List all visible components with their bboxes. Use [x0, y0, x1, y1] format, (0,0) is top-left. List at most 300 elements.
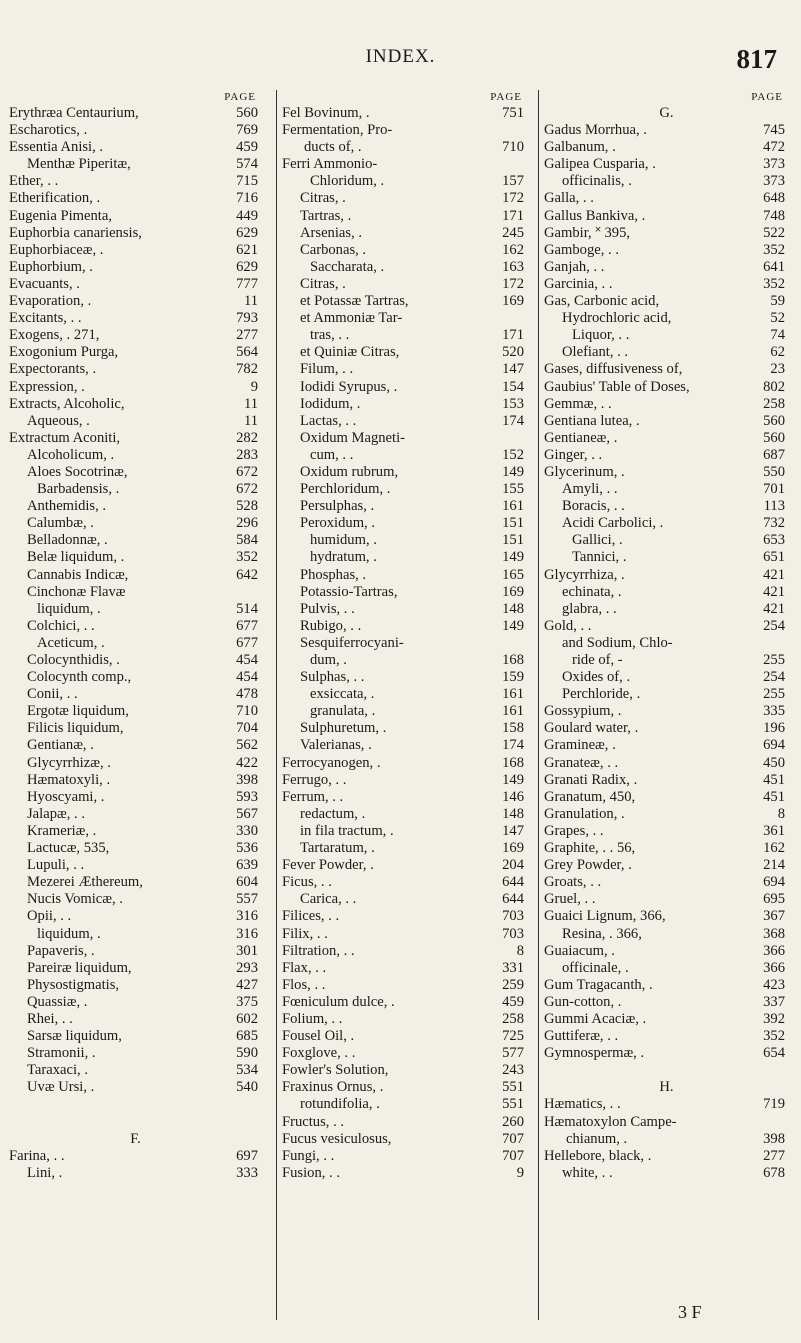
entry-page-number: 644 [502, 891, 524, 908]
entry-term: Glycyrrhizæ, . [27, 754, 111, 771]
entry-term: Extractum Aconiti, [9, 429, 121, 446]
entry-term: et Potassæ Tartras, [300, 293, 409, 310]
index-entry [9, 755, 262, 772]
index-entry [282, 190, 528, 207]
index-entry [9, 806, 262, 823]
entry-page-number: 162 [763, 840, 785, 857]
entry-page-number: 719 [763, 1096, 785, 1113]
index-entry [544, 1011, 789, 1028]
entry-term: Flos, . . [282, 976, 326, 993]
index-entry [544, 396, 789, 413]
entry-term: Galla, . . [544, 190, 594, 207]
index-entry [544, 310, 789, 327]
entry-term: Alcoholicum, . [27, 446, 115, 463]
entry-term: Gymnospermæ, . [544, 1045, 645, 1062]
index-entry [9, 105, 262, 122]
index-entry [9, 276, 262, 293]
index-entry [282, 772, 528, 789]
entry-page-number: 165 [502, 566, 524, 583]
entry-term: Peroxidum, . [300, 515, 375, 532]
index-entry [282, 1079, 528, 1096]
entry-page-number: 551 [502, 1096, 524, 1113]
entry-term: Citras, . [300, 190, 346, 207]
entry-term: Olefiant, . . [562, 344, 629, 361]
index-entry [282, 601, 528, 618]
entry-term: Hæmatics, . . [544, 1096, 621, 1113]
index-entry [9, 293, 262, 310]
entry-term: Fraxinus Ornus, . [282, 1079, 384, 1096]
entry-term: Pulvis, . . [300, 600, 355, 617]
entry-term: Lupuli, . . [27, 857, 85, 874]
index-entry [544, 720, 789, 737]
index-column-3 [538, 90, 789, 1320]
entry-term: Filices, . . [282, 908, 340, 925]
entry-term: Acidi Carbolici, . [562, 515, 664, 532]
index-entry [9, 190, 262, 207]
index-entry [9, 635, 262, 652]
index-entry [544, 772, 789, 789]
index-entry [9, 327, 262, 344]
entry-page-number: 522 [763, 224, 785, 241]
entry-page-number: 536 [236, 840, 258, 857]
entry-page-number: 642 [236, 566, 258, 583]
entry-page-number: 62 [770, 344, 785, 361]
entry-term: Tartras, . [300, 207, 352, 224]
index-entry [544, 1114, 789, 1131]
entry-page-number: 149 [502, 463, 524, 480]
entry-page-number: 316 [236, 925, 258, 942]
entry-page-number: 528 [236, 498, 258, 515]
entry-page-number: 23 [770, 361, 785, 378]
entry-page-number: 59 [770, 293, 785, 310]
entry-term: Gentianæ, . [27, 737, 94, 754]
entry-page-number: 277 [763, 1147, 785, 1164]
entry-page-number: 398 [236, 771, 258, 788]
entry-term: Fowler's Solution, [282, 1062, 389, 1079]
entry-term: Gun-cotton, . [544, 993, 622, 1010]
entry-term: liquidum, . [37, 925, 101, 942]
entry-term: Filix, . . [282, 925, 328, 942]
entry-page-number: 367 [763, 908, 785, 925]
index-entry [282, 686, 528, 703]
entry-term: G. [659, 105, 674, 121]
entry-page-number: 151 [502, 515, 524, 532]
index-entry [9, 173, 262, 190]
index-entry [282, 361, 528, 378]
entry-page-number: 472 [763, 139, 785, 156]
entry-page-number: 629 [236, 224, 258, 241]
entry-page-number: 707 [502, 1147, 524, 1164]
entry-term: Oxides of, . [562, 669, 631, 686]
entry-term: Sulphuretum, . [300, 720, 387, 737]
entry-term: Papaveris, . [27, 942, 95, 959]
entry-page-number: 147 [502, 822, 524, 839]
index-entry [9, 926, 262, 943]
entry-page-number: 158 [502, 720, 524, 737]
index-column-2 [276, 90, 528, 1320]
index-entry [9, 891, 262, 908]
index-entry [9, 430, 262, 447]
index-entry [282, 789, 528, 806]
entry-page-number: 196 [763, 720, 785, 737]
entry-page-number: 672 [236, 481, 258, 498]
entry-term: hydratum, . [310, 549, 377, 566]
entry-term: glabra, . . [562, 600, 617, 617]
entry-term: Uvæ Ursi, . [27, 1079, 95, 1096]
entry-page-number: 707 [502, 1130, 524, 1147]
entry-term: Rubigo, . . [300, 617, 362, 634]
entry-page-number: 254 [763, 617, 785, 634]
entry-page-number: 153 [502, 395, 524, 412]
index-entry [282, 874, 528, 891]
entry-term: Erythræa Centaurium, [9, 105, 139, 121]
entry-term: Ergotæ liquidum, [27, 703, 129, 720]
entry-page-number: 560 [763, 412, 785, 429]
entry-page-number: 793 [236, 310, 258, 327]
entry-term: Rhei, . . [27, 1010, 73, 1027]
index-entry [282, 1062, 528, 1079]
entry-term: Hydrochloric acid, [562, 310, 672, 327]
entry-term: Sarsæ liquidum, [27, 1028, 122, 1045]
entry-term: Fel Bovinum, . [282, 105, 370, 121]
index-entry [282, 293, 528, 310]
entry-term: Stramonii, . [27, 1045, 96, 1062]
entry-page-number: 551 [502, 1079, 524, 1096]
entry-page-number: 148 [502, 600, 524, 617]
index-entry [282, 840, 528, 857]
entry-page-number: 11 [243, 395, 258, 412]
index-entry [9, 618, 262, 635]
entry-term: Calumbæ, . [27, 515, 94, 532]
entry-page-number: 152 [502, 446, 524, 463]
entry-page-number: 352 [763, 241, 785, 258]
entry-page-number: 255 [763, 686, 785, 703]
entry-term: Krameriæ, . [27, 822, 97, 839]
entry-term: Evaporation, . [9, 293, 92, 310]
entry-page-number: 450 [763, 754, 785, 771]
index-entry [9, 601, 262, 618]
index-entry [544, 379, 789, 396]
index-entry [544, 891, 789, 908]
entry-page-number: 148 [502, 805, 524, 822]
entry-page-number: 259 [502, 976, 524, 993]
entry-page-number: 293 [236, 959, 258, 976]
index-entry [282, 1028, 528, 1045]
section-letter [544, 1079, 789, 1096]
entry-term: Fusion, . . [282, 1164, 340, 1181]
entry-term: et Ammoniæ Tar- [300, 310, 403, 327]
index-entry [282, 379, 528, 396]
entry-term: Aqueous, . [27, 412, 90, 429]
index-entry [282, 857, 528, 874]
entry-term: Eugenia Pimenta, [9, 207, 112, 224]
entry-page-number: 301 [236, 942, 258, 959]
index-entry [9, 532, 262, 549]
index-entry [9, 498, 262, 515]
entry-term: Galbanum, . [544, 139, 616, 156]
index-entry [9, 874, 262, 891]
entry-page-number: 283 [236, 446, 258, 463]
entry-term: Etherification, . [9, 190, 101, 207]
index-entry [9, 225, 262, 242]
section-letter [544, 105, 789, 122]
entry-term: Gemmæ, . . [544, 395, 612, 412]
entry-page-number: 335 [763, 703, 785, 720]
entry-page-number: 422 [236, 754, 258, 771]
entry-page-number: 534 [236, 1062, 258, 1079]
entry-term: Ginger, . . [544, 446, 603, 463]
entry-term: Fousel Oil, . [282, 1028, 355, 1045]
entry-term: Fever Powder, . [282, 857, 374, 874]
index-entry [282, 891, 528, 908]
entry-term: Colocynth comp., [27, 669, 132, 686]
index-entry [9, 139, 262, 156]
entry-page-number: 172 [502, 275, 524, 292]
entry-term: Gas, Carbonic acid, [544, 293, 660, 310]
index-entry [9, 379, 262, 396]
entry-page-number: 9 [516, 1164, 524, 1181]
entry-term: Barbadensis, . [37, 481, 120, 498]
entry-page-number: 163 [502, 258, 524, 275]
index-entry [9, 960, 262, 977]
entry-term: Oxidum rubrum, [300, 463, 399, 480]
index-entry [544, 532, 789, 549]
entry-term: in fila tractum, . [300, 822, 394, 839]
entry-page-number: 478 [236, 686, 258, 703]
index-entry [9, 567, 262, 584]
index-entry [282, 1114, 528, 1131]
index-entry [544, 481, 789, 498]
index-entry [282, 908, 528, 925]
index-column-1 [9, 90, 262, 1182]
entry-page-number: 701 [763, 481, 785, 498]
entry-page-number: 602 [236, 1010, 258, 1027]
entry-page-number: 514 [236, 600, 258, 617]
index-entry [544, 960, 789, 977]
entry-page-number: 685 [236, 1028, 258, 1045]
entry-term: Nucis Vomicæ, . [27, 891, 123, 908]
entry-page-number: 584 [236, 532, 258, 549]
index-entry [282, 1096, 528, 1113]
index-entry [544, 464, 789, 481]
entry-term: ride of, - [572, 652, 623, 668]
entry-term: Fructus, . . [282, 1113, 345, 1130]
index-entry [544, 515, 789, 532]
entry-term: Gummi Acaciæ, . [544, 1010, 647, 1027]
entry-page-number: 769 [236, 122, 258, 139]
entry-term: Gambir, ˟ 395, [544, 224, 631, 241]
index-entry [544, 635, 789, 652]
entry-term: Physostigmatis, [27, 976, 120, 993]
entry-page-number: 214 [763, 857, 785, 874]
entry-page-number: 168 [502, 754, 524, 771]
index-entry [282, 669, 528, 686]
entry-page-number: 777 [236, 275, 258, 292]
index-entry [544, 737, 789, 754]
entry-page-number: 11 [243, 293, 258, 310]
entry-term: Hyoscyami, . [27, 788, 105, 805]
section-letter [9, 1131, 262, 1148]
entry-page-number: 454 [236, 652, 258, 668]
entry-term: Exogens, . 271, [9, 327, 100, 344]
entry-term: Gentiana lutea, . [544, 412, 640, 429]
entry-term: Arsenias, . [300, 224, 363, 241]
entry-page-number: 254 [763, 669, 785, 686]
entry-page-number: 8 [516, 942, 524, 959]
entry-page-number: 560 [763, 429, 785, 446]
entry-term: Fermentation, Pro- [282, 122, 393, 139]
index-entry [544, 908, 789, 925]
entry-term: Potassio-Tartras, [300, 583, 398, 600]
index-entry [9, 823, 262, 840]
index-entry [9, 943, 262, 960]
entry-term: Taraxaci, . [27, 1062, 88, 1079]
entry-term: Ficus, . . [282, 874, 332, 891]
index-entry [282, 960, 528, 977]
entry-term: Gallus Bankiva, . [544, 207, 646, 224]
entry-page-number: 337 [763, 993, 785, 1010]
index-entry [544, 601, 789, 618]
entry-page-number: 421 [763, 600, 785, 617]
index-entry [544, 122, 789, 139]
index-entry [282, 327, 528, 344]
entry-term: officinale, . [562, 959, 629, 976]
index-entry [9, 259, 262, 276]
index-entry [9, 1096, 262, 1113]
entry-term: Carica, . . [300, 891, 357, 908]
index-entry [9, 703, 262, 720]
entry-term: Cinchonæ Flavæ [27, 583, 126, 600]
entry-page-number: 710 [502, 139, 524, 156]
entry-term: Ferrugo, . . [282, 771, 347, 788]
entry-term: chianum, . [566, 1130, 628, 1147]
entry-term: Guttiferæ, . . [544, 1028, 619, 1045]
index-entry [544, 840, 789, 857]
entry-term: Anthemidis, . [27, 498, 107, 515]
index-entry [282, 310, 528, 327]
entry-term: Gentianeæ, . [544, 429, 618, 446]
page-column-heading: PAGE [490, 91, 522, 103]
entry-term: ducts of, . [304, 139, 362, 156]
index-entry [544, 1096, 789, 1113]
entry-page-number: 296 [236, 515, 258, 532]
entry-page-number: 562 [236, 737, 258, 754]
entry-page-number: 648 [763, 190, 785, 207]
entry-term: Excitants, . . [9, 310, 82, 327]
entry-page-number: 366 [763, 942, 785, 959]
entry-page-number: 593 [236, 788, 258, 805]
index-entry [282, 498, 528, 515]
entry-term: Opii, . . [27, 908, 72, 925]
entry-term: Oxidum Magneti- [300, 429, 405, 446]
entry-page-number: 258 [502, 1010, 524, 1027]
index-entry [9, 549, 262, 566]
entry-term: Granulation, . [544, 805, 625, 822]
entry-term: Euphorbia canariensis, [9, 224, 142, 241]
entry-page-number: 802 [763, 378, 785, 395]
entry-page-number: 421 [763, 566, 785, 583]
entry-term: Jalapæ, . . [27, 805, 85, 822]
index-entry [544, 190, 789, 207]
index-entry [282, 635, 528, 652]
entry-page-number: 716 [236, 190, 258, 207]
entry-term: Colocynthidis, . [27, 652, 120, 668]
index-entry [544, 703, 789, 720]
page-number: 817 [736, 44, 777, 74]
entry-page-number: 421 [763, 583, 785, 600]
entry-term: Gossypium, . [544, 703, 622, 720]
index-entry [282, 515, 528, 532]
entry-term: Fœniculum dulce, . [282, 993, 395, 1010]
entry-term: Iodidi Syrupus, . [300, 378, 398, 395]
entry-term: Lini, . [27, 1164, 63, 1181]
index-entry [9, 1045, 262, 1062]
entry-page-number: 639 [236, 857, 258, 874]
entry-term: Aloes Socotrinæ, [27, 463, 128, 480]
entry-page-number: 654 [763, 1045, 785, 1062]
index-entry [282, 943, 528, 960]
entry-page-number: 282 [236, 429, 258, 446]
entry-page-number: 751 [502, 105, 524, 121]
entry-term: Mezerei Æthereum, [27, 874, 143, 891]
index-entry [282, 396, 528, 413]
entry-page-number: 678 [763, 1164, 785, 1181]
entry-page-number: 243 [502, 1062, 524, 1079]
entry-term: rotundifolia, . [300, 1096, 380, 1113]
index-entry [282, 567, 528, 584]
entry-page-number: 451 [763, 771, 785, 788]
index-entry [544, 789, 789, 806]
entry-term: Euphorbium, . [9, 258, 93, 275]
entry-term: humidum, . [310, 532, 377, 549]
index-entry [282, 1011, 528, 1028]
entry-page-number: 169 [502, 840, 524, 857]
entry-page-number: 672 [236, 463, 258, 480]
index-entry [544, 1131, 789, 1148]
entry-page-number: 352 [236, 549, 258, 566]
index-entry [282, 1165, 528, 1182]
entry-term: Gallici, . [572, 532, 623, 549]
entry-page-number: 74 [770, 327, 785, 344]
index-entry [282, 430, 528, 447]
entry-term: granulata, . [310, 703, 376, 720]
entry-term: Hæmatoxyli, . [27, 771, 111, 788]
entry-page-number: 11 [243, 412, 258, 429]
entry-term: Lactucæ, 535, [27, 840, 110, 857]
entry-term: Euphorbiaceæ, . [9, 241, 104, 258]
entry-page-number: 427 [236, 976, 258, 993]
entry-term: Iodidum, . [300, 395, 361, 412]
entry-page-number: 398 [763, 1130, 785, 1147]
entry-page-number: 255 [763, 652, 785, 668]
entry-page-number: 423 [763, 976, 785, 993]
entry-term: dum, . [310, 652, 347, 668]
index-entry [9, 857, 262, 874]
entry-term: Conii, . . [27, 686, 78, 703]
entry-term: Escharotics, . [9, 122, 88, 139]
entry-page-number: 697 [236, 1147, 258, 1164]
index-entry [282, 1131, 528, 1148]
entry-page-number: 161 [502, 498, 524, 515]
index-entry [544, 327, 789, 344]
index-entry [544, 669, 789, 686]
entry-term: Granateæ, . . [544, 754, 619, 771]
entry-term: Glycerinum, . [544, 463, 625, 480]
entry-term: Lactas, . . [300, 412, 357, 429]
entry-page-number: 171 [502, 327, 524, 344]
index-entry [544, 618, 789, 635]
entry-term: H. [659, 1079, 674, 1096]
